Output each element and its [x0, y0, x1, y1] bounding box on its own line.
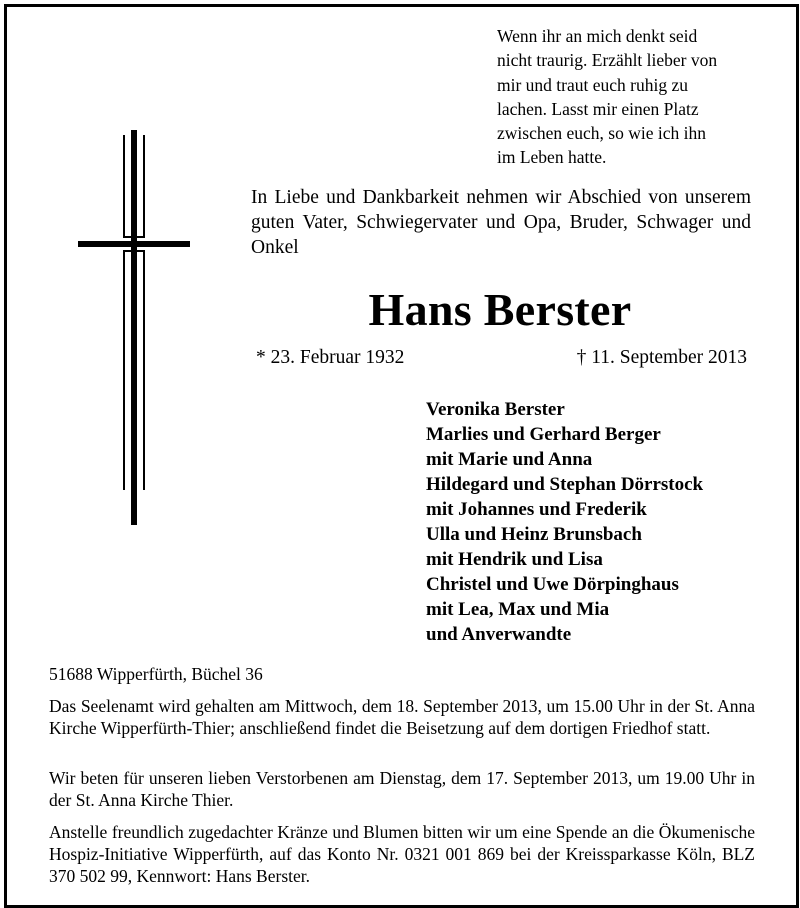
mourners-list [426, 397, 786, 647]
deceased-name: Hans Berster [368, 284, 632, 335]
mourner-line: Marlies und Gerhard Berger [426, 424, 661, 445]
mourner-line: Veronika Berster [426, 399, 565, 420]
poem-line: im Leben hatte. [497, 147, 607, 168]
mourner-line: Hildegard und Stephan Dörrstock [426, 474, 704, 495]
intro-text: In Liebe und Dankbarkeit nehmen wir Abschied von unserem guten Vater, Schwiegervater und Opa, Bruder, Schwager und Onkel [251, 187, 751, 258]
birth-date: * 23. Februar 1932 [256, 347, 405, 368]
mourner-line: und Anverwandte [426, 624, 572, 645]
death-date: † 11. September 2013 [576, 347, 747, 368]
prayer-info: Wir beten für unseren lieben Verstorbenen am Dienstag, dem 17. September 2013, um 19.00 Uhr in der St. Anna Kirche Thier. [49, 768, 755, 810]
mourner-line: Ulla und Heinz Brunsbach [426, 524, 642, 545]
mourner-line: mit Johannes und Frederik [426, 499, 647, 520]
poem-line: Wenn ihr an mich denkt seid [497, 26, 698, 46]
mourner-line: mit Lea, Max und Mia [426, 599, 610, 620]
poem-line: nicht traurig. Erzählt lieber von [497, 50, 718, 71]
poem-line: mir und traut euch ruhig zu [497, 74, 688, 95]
poem-line: zwischen euch, so wie ich ihn [497, 123, 706, 144]
address: 51688 Wipperfürth, Büchel 36 [49, 664, 263, 684]
mourner-line: Christel und Uwe Dörpinghaus [426, 574, 679, 595]
donation-info: Anstelle freundlich zugedachter Kränze und Blumen bitten wir um eine Spende an die Ökumenische Hospiz-Initiative Wipperfürth, auf das Konto Nr. 0321 001 869 bei der Kreissparkasse Köln, BLZ 370 502 99, Kennwort: Hans Berster. [49, 822, 755, 886]
mourner-line: mit Marie und Anna [426, 449, 593, 470]
poem-line: lachen. Lasst mir einen Platz [497, 98, 699, 119]
funeral-mass-info: Das Seelenamt wird gehalten am Mittwoch, dem 18. September 2013, um 15.00 Uhr in der St. Anna Kirche Wipperfürth-Thier; anschließend findet die Beisetzung auf dem dortigen Friedhof statt. [49, 696, 755, 738]
mourner-line: mit Hendrik und Lisa [426, 549, 603, 570]
cross-icon [75, 130, 193, 530]
poem [497, 24, 787, 170]
